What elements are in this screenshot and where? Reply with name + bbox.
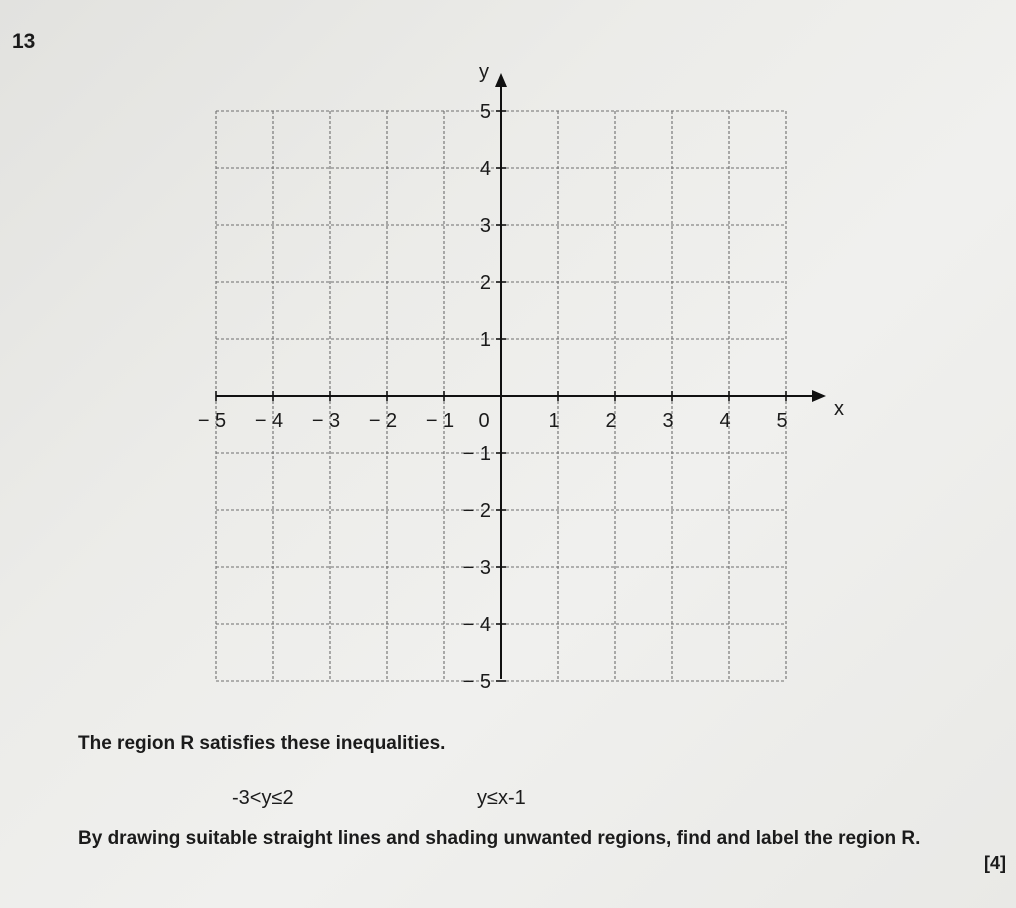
x-tick-label: 1	[548, 410, 560, 432]
inequality-2: y≤x-1	[477, 787, 526, 809]
x-tick-label: 2	[605, 410, 617, 432]
y-tick-label: 1	[479, 329, 491, 351]
question-number: 13	[12, 30, 36, 53]
question-intro: The region R satisfies these inequalities.	[78, 733, 446, 754]
marks-label: [4]	[984, 853, 1006, 873]
x-axis-arrow	[812, 390, 826, 402]
y-tick-label: 5	[479, 101, 491, 123]
x-tick-label: − 2	[368, 410, 398, 432]
y-tick-label: − 4	[462, 614, 491, 636]
x-tick-label: 0	[478, 410, 490, 432]
y-tick-label: 4	[479, 158, 491, 180]
y-tick-label: − 2	[462, 500, 491, 522]
x-tick-label: − 5	[197, 410, 227, 432]
y-tick-label: 2	[479, 272, 491, 294]
y-axis-arrow	[495, 73, 507, 87]
x-tick-label: 4	[719, 410, 731, 432]
question-task: By drawing suitable straight lines and shading unwanted regions, find and label the region R.	[78, 828, 921, 849]
y-tick-label: − 1	[462, 443, 491, 465]
x-axis-label: x	[834, 398, 844, 420]
x-tick-label: − 3	[311, 410, 341, 432]
x-tick-label: 3	[662, 410, 674, 432]
y-tick-label: 3	[479, 215, 491, 237]
y-tick-label: − 5	[462, 671, 491, 693]
y-axis-label: y	[479, 61, 489, 83]
x-tick-label: − 1	[425, 410, 455, 432]
x-tick-label: 5	[776, 410, 788, 432]
x-tick-label: − 4	[254, 410, 284, 432]
inequality-1: -3<y≤2	[232, 787, 294, 809]
y-tick-label: − 3	[462, 557, 491, 579]
